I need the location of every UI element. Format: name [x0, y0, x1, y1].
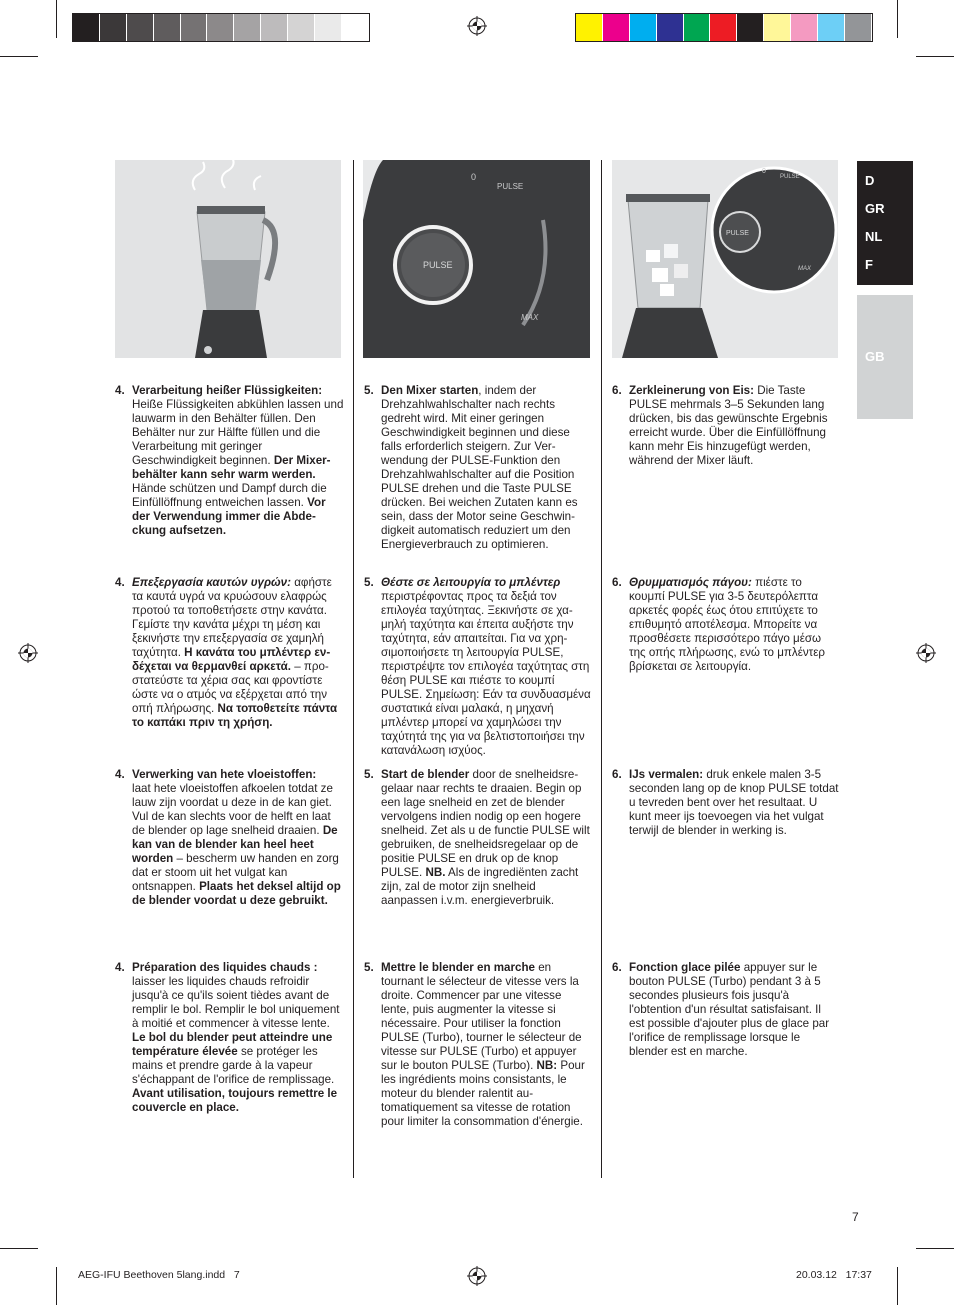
tab-f[interactable]: F — [865, 257, 873, 272]
hot-liquid-blender-image — [115, 160, 341, 358]
gray-color-bar — [72, 13, 370, 42]
step-number: 6. — [612, 768, 622, 781]
step-text — [381, 768, 591, 908]
step-text — [381, 384, 591, 552]
step-body: περιστρέφοντας προς τα δεξιά τον επιλογέα ταχύτητας. Ξεκινήστε σε χαμηλή ταχύτητα και έπειτα αυξήστε την ταχύτητα, εάν απαιτείται. Για να χρησιμοποιήσετε τη λειτουργία PULSE, περιστρέψτε τον επιλογέα ταχύτητας στη θέση PULSE και πιέστε το κουμπί PULSE. Σημείωση: Εάν τα συνδυασμένα συστατικά είναι μαλακά, η μηχανή μπλέντερ μπορεί να χαμηλώσει την ταχύτητά της για να βελτιστοποιήσει την κατανάλωση ισχύος. — [381, 590, 591, 757]
step-number: 6. — [612, 576, 622, 589]
max-label: MAX — [521, 313, 539, 322]
step-warning: Vor der Verwendung immer die Abdeckung aufsetzen. — [132, 496, 326, 537]
step-number: 6. — [612, 961, 622, 974]
gray-swatch — [288, 14, 315, 41]
gray-swatch — [315, 14, 342, 41]
step-warning: Avant utilisation, toujours remettre le couvercle en place. — [132, 1087, 338, 1114]
page-number: 7 — [852, 1210, 859, 1224]
step-body: laisser les liquides chauds refroidir jusqu'à ce qu'ils soient tièdes avant de remplir le bol. Remplir le bol uniquement à moitié et commencer à vitesse lente. — [132, 975, 340, 1030]
inset-max-label: MAX — [798, 266, 812, 272]
step-body: Hände schützen und Dampf durch die Einfüllöffnung entweichen lassen. — [132, 482, 327, 509]
step-number: 4. — [115, 961, 125, 974]
step-note-label: NB: — [536, 1059, 558, 1072]
tab-nl[interactable]: NL — [865, 229, 883, 244]
step-body: Als de ingrediënten zacht zijn, zal de motor zijn snelheid aanpassen i.v.m. energieverbruik. — [381, 866, 579, 907]
step-number: 5. — [364, 961, 374, 974]
registration-mark-icon — [467, 1266, 487, 1286]
language-tab-gb[interactable] — [857, 295, 913, 419]
step-number: 6. — [612, 384, 622, 397]
gray-swatch — [73, 14, 100, 41]
step-title: Préparation des liquides chauds : — [132, 961, 318, 974]
gray-swatch — [261, 14, 288, 41]
tab-gr[interactable]: GR — [865, 201, 885, 216]
step-title: Fonction glace pilée — [629, 961, 741, 974]
step-title: Start de blender — [381, 768, 470, 781]
process-swatch — [764, 14, 791, 41]
step-number: 5. — [364, 768, 374, 781]
step-note-label: NB. — [425, 866, 446, 879]
step-body: – bescherm uw handen en zorg dat er stoom uit het vulgat kan ontsnappen. — [132, 852, 339, 893]
step-body: αφήστε τα καυτά υγρά να κρυώσουν ελαφρώς προτού τα τοποθετήσετε στην κανάτα. Γεμίστε την κανάτα μέχρι τη μέση και ξεκινήστε την επεξεργασία σε χαμηλή ταχύτητα. — [132, 576, 332, 659]
step-text — [132, 576, 344, 730]
step-warning: Plaats het deksel altijd op de blender voordat u deze gebruikt. — [132, 880, 341, 907]
column-divider — [353, 160, 354, 1178]
step-text — [132, 961, 344, 1115]
language-tabs-active — [857, 161, 913, 285]
step-number: 4. — [115, 384, 125, 397]
process-swatch — [791, 14, 818, 41]
process-swatch — [845, 14, 872, 41]
step-title: Verarbeitung heißer Flüssigkeiten: — [132, 384, 323, 397]
step-body: door de snelheidsregelaar naar rechts te draaien. Begin op een lage snelheid en zet de blender vervolgens indien nodig op een hogere snelheid. Zet als u de functie PULSE wilt gebruiken, de snelheidsregelaar op de positie PULSE en druk op de knop PULSE. — [381, 768, 590, 879]
process-swatch — [576, 14, 603, 41]
gray-swatch — [100, 14, 127, 41]
step-body: Heiße Flüssigkeiten abkühlen lassen und lauwarm in den Behälter füllen. Den Behälter nur zur Hälfte füllen und die Verarbeitung mit geringer Geschwindigkeit beginnen. — [132, 398, 344, 467]
process-color-bar — [575, 13, 873, 42]
step-body: druk enkele malen 3-5 seconden lang op de knop PULSE totdat u tevreden bent over het resultaat. U kunt meer ijs toevoegen via het vulgat terwijl de blender in werking is. — [629, 768, 839, 837]
inset-pulse-button-label: PULSE — [726, 230, 749, 237]
tab-gb-label: GB — [865, 349, 885, 364]
step-number: 5. — [364, 384, 374, 397]
step-body: se protéger les mains et prendre garde à la vapeur s'échappant de l'orifice de remplissage. — [132, 1045, 335, 1086]
step-text — [381, 576, 591, 758]
registration-mark-icon — [916, 643, 936, 663]
gray-swatch — [234, 14, 261, 41]
step-title: Zerkleinerung von Eis: — [629, 384, 754, 397]
step-text — [381, 961, 591, 1129]
step-body: Die Taste PULSE mehrmals 3–5 Sekunden lang drücken, bis das gewünschte Ergebnis erreicht wurde. Über die Einfüllöffnung kann mehr Eis hinzugefügt werden, während der Mixer läuft. — [629, 384, 828, 467]
pulse-dial-image — [363, 160, 590, 358]
step-warning: Η κανάτα του μπλέντερ ενδέχεται να θερμανθεί αρκετά. — [132, 646, 331, 673]
step-text — [629, 384, 839, 468]
gray-swatch — [342, 14, 369, 41]
process-swatch — [710, 14, 737, 41]
step-text — [629, 576, 839, 674]
gray-swatch — [154, 14, 181, 41]
step-warning: De kan van de blender kan heel heet worden — [132, 824, 338, 865]
ice-crushing-image — [612, 160, 838, 358]
pulse-button-label: PULSE — [423, 260, 453, 270]
process-swatch — [630, 14, 657, 41]
process-swatch — [737, 14, 764, 41]
gray-swatch — [207, 14, 234, 41]
inset-speed-zero-label: 0 — [762, 168, 766, 175]
step-number: 4. — [115, 768, 125, 781]
step-title: IJs vermalen: — [629, 768, 704, 781]
step-warning: Le bol du blender peut atteindre une température élevée — [132, 1031, 333, 1058]
step-body: πιέστε το κουμπί PULSE για 3-5 δευτερόλεπτα αρκετές φορές έως ότου επιτύχετε το επιθυμητό αποτέλεσμα. Μπορείτε να προσθέσετε περισσότερο πάγο μέσω της οπής πλήρωσης, ενώ το μπλέντερ βρίσκεται σε λειτουργία. — [629, 576, 826, 673]
process-swatch — [684, 14, 711, 41]
step-warning: Να τοποθετείτε πάντα το καπάκι πριν τη χρήση. — [132, 702, 338, 729]
step-warning: Der Mixerbehälter kann sehr warm werden. — [132, 454, 331, 481]
step-title: Θρυμματισμός πάγου: — [629, 576, 752, 589]
registration-mark-icon — [18, 643, 38, 663]
step-number: 5. — [364, 576, 374, 589]
gray-swatch — [181, 14, 208, 41]
step-title: Verwerking van hete vloeistoffen: — [132, 768, 317, 781]
step-body: appuyer sur le bouton PULSE (Turbo) pendant 3 à 5 secondes plusieurs fois jusqu'à l'obtention d'un résultat satisfaisant. Il est possible d'ajouter plus de glace par l'orifice de remplissage lorsque le blender est en marche. — [629, 961, 830, 1058]
step-body: laat hete vloeistoffen afkoelen totdat ze lauw zijn voordat u deze in de kan giet. Vul de kan slechts voor de helft en laat de blender op lage snelheid draaien. — [132, 782, 333, 837]
step-body: – προστατεύστε τα χέρια σας και φροντίστε ώστε να ο ατμός να εξέρχεται από την οπή πλήρωσης. — [132, 660, 329, 715]
column-divider — [601, 160, 602, 1178]
step-body: , indem der Drehzahlwahlschalter nach rechts gedreht wird. Mit einer geringen Geschwindigkeit beginnen und diese falls erforderlich steigern. Zur Verwendung der PULSE-Funktion den Drehzahlwahlschalter auf die Position PULSE drehen und die Taste PULSE drücken. Bei weichen Zutaten kann es sein, dass der Motor seine Geschwindigkeit automatisch reduziert um den Energieverbrauch zu optimieren. — [381, 384, 578, 551]
step-title: Den Mixer starten — [381, 384, 479, 397]
step-title: Mettre le blender en marche — [381, 961, 535, 974]
step-number: 4. — [115, 576, 125, 589]
footer-file-info: AEG-IFU Beethoven 5lang.indd 7 — [78, 1269, 240, 1281]
process-swatch — [603, 14, 630, 41]
process-swatch — [657, 14, 684, 41]
pulse-position-label: PULSE — [497, 182, 524, 191]
registration-mark-icon — [467, 16, 487, 36]
tab-d[interactable]: D — [865, 173, 875, 188]
step-title: Επεξεργασία καυτών υγρών: — [132, 576, 291, 589]
step-body: en tournant le sélecteur de vitesse vers la droite. Commencer par une vitesse lente, puis augmenter la vitesse si nécessaire. Pour utiliser la fonction PULSE (Turbo), tourner le sélecteur de vitesse sur PULSE (Turbo) et appuyer sur le bouton PULSE (Turbo). — [381, 961, 582, 1072]
speed-zero-label: 0 — [471, 172, 477, 182]
process-swatch — [818, 14, 845, 41]
gray-swatch — [127, 14, 154, 41]
step-text — [629, 768, 839, 838]
step-title: Θέστε σε λειτουργία το μπλέντερ — [381, 576, 561, 589]
footer-date-time: 20.03.12 17:37 — [796, 1269, 872, 1281]
step-body: Pour les ingrédients moins consistants, le moteur du blender ralentit automatiquement sa vitesse de rotation pour limiter la consommation d'énergie. — [381, 1059, 585, 1128]
step-text — [629, 961, 839, 1059]
step-text — [132, 384, 344, 538]
inset-pulse-position-label: PULSE — [780, 174, 800, 180]
step-text — [132, 768, 344, 908]
